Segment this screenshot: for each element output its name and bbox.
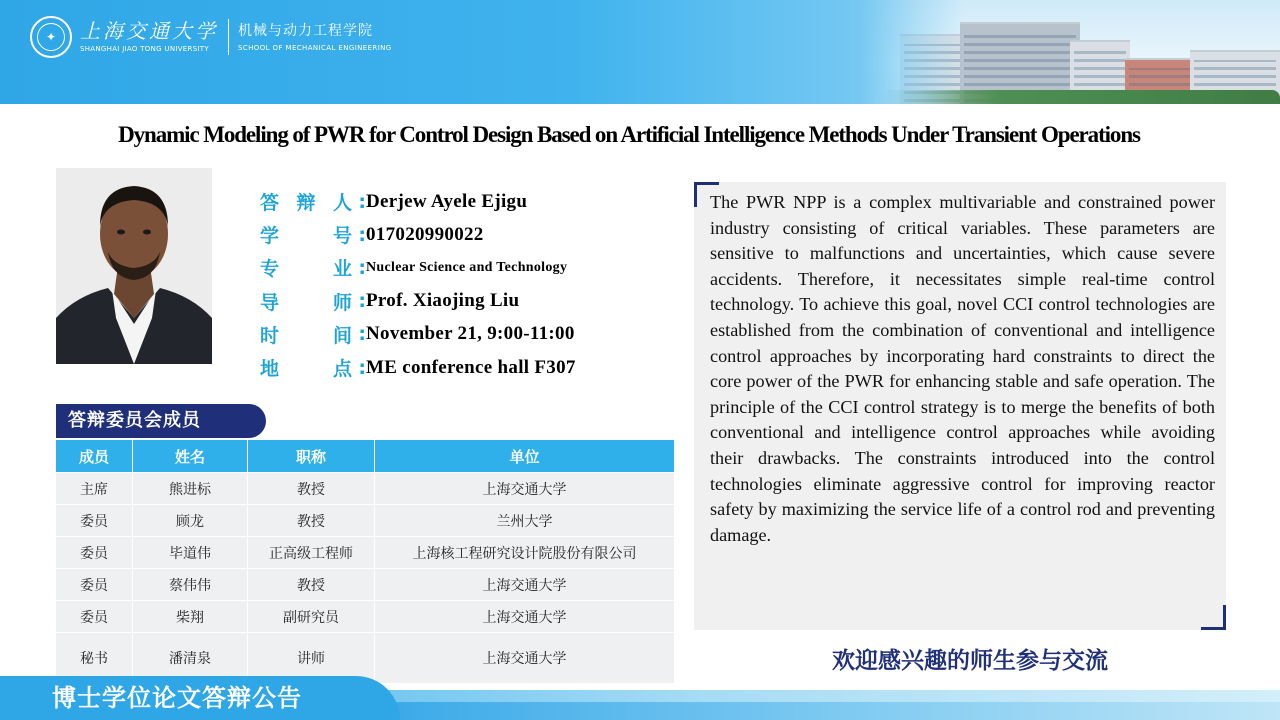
info-row	[260, 351, 576, 384]
member-name: 顾龙	[133, 505, 248, 537]
member-title: 副研究员	[248, 601, 375, 633]
info-label-char: 号	[332, 225, 352, 248]
info-value: 017020990022	[366, 223, 484, 245]
member-role: 秘书	[56, 633, 133, 684]
school-name-en: SCHOOL OF MECHANICAL ENGINEERING	[238, 44, 392, 52]
member-name: 潘清泉	[133, 633, 248, 684]
member-name: 熊进标	[133, 473, 248, 505]
member-affiliation: 兰州大学	[375, 505, 675, 537]
info-label-char: 人	[332, 192, 352, 215]
table-row	[56, 569, 674, 601]
info-label-char: 辩	[296, 192, 316, 215]
welcome-message: 欢迎感兴趣的师生参与交流	[832, 648, 1108, 674]
campus-photo	[860, 0, 1280, 104]
info-label-char: 师	[332, 291, 352, 314]
thesis-title: Dynamic Modeling of PWR for Control Design Based on Artificial Intelligence Methods Under Transient Operations	[118, 122, 1140, 147]
info-label-char: 地	[260, 358, 280, 381]
info-label: 专 业 :	[260, 254, 366, 281]
info-label: 导 师 :	[260, 288, 366, 315]
info-label: 时 间 :	[260, 321, 366, 348]
member-name: 柴翔	[133, 601, 248, 633]
info-row	[260, 218, 576, 251]
member-name: 蔡伟伟	[133, 569, 248, 601]
corner-bracket-bottom-right	[1201, 605, 1226, 630]
member-role: 委员	[56, 569, 133, 601]
university-seal-icon: ✦	[30, 16, 72, 58]
info-value: Derjew Ayele Ejigu	[366, 190, 528, 212]
university-name-en: SHANGHAI JIAO TONG UNIVERSITY	[80, 45, 209, 53]
member-title: 正高级工程师	[248, 537, 375, 569]
info-value: November 21, 9:00-11:00	[366, 323, 575, 345]
member-affiliation: 上海交通大学	[375, 633, 675, 684]
info-value: ME conference hall F307	[366, 356, 576, 378]
table-row	[56, 601, 674, 633]
info-value: Prof. Xiaojing Liu	[366, 290, 520, 312]
header-banner	[0, 0, 1280, 104]
col-header-name: 姓名	[133, 440, 248, 473]
school-name-cn: 机械与动力工程学院	[238, 23, 373, 39]
abstract-text: The PWR NPP is a complex multivariable and constrained power industry consisting of critical variables. These parameters are sensitive to malfunctions and uncertainties, which cause severe accidents. Therefore, it necessitates simple real-time control technology. To achieve this goal, novel CCI control technologies are established from the combination of conventional and intelligence control approaches by incorporating hard constraints to direct the core power of the PWR for enhancing stable and safe operation. The principle of the CCI control strategy is to merge the benefits of both conventional and intelligence control approaches while avoiding their drawbacks. The constraints introduced into the control technologies eliminate aggressive control for improving reactor safety by maximizing the service life of a control rod and preventing damage.	[710, 192, 1215, 545]
committee-tag: 答辩委员会成员	[56, 404, 266, 438]
info-row	[260, 185, 576, 218]
table-row	[56, 473, 674, 505]
member-role: 委员	[56, 505, 133, 537]
info-label: 答 辩 人 :	[260, 188, 366, 215]
member-title: 讲师	[248, 633, 375, 684]
col-header-affiliation: 单位	[375, 440, 675, 473]
announcement-title: 博士学位论文答辩公告	[52, 683, 302, 712]
info-label: 学 号 :	[260, 221, 366, 248]
col-header-role: 成员	[56, 440, 133, 473]
info-row	[260, 318, 576, 351]
logo-divider	[228, 19, 229, 55]
info-label-char: 学	[260, 225, 280, 248]
info-label-char: 业	[332, 258, 352, 281]
info-value: Nuclear Science and Technology	[366, 259, 568, 275]
committee-table	[56, 440, 674, 683]
info-label-char: 点	[332, 358, 352, 381]
col-header-title: 职称	[248, 440, 375, 473]
candidate-photo	[56, 168, 212, 364]
member-role: 委员	[56, 537, 133, 569]
member-affiliation: 上海交通大学	[375, 569, 675, 601]
member-role: 委员	[56, 601, 133, 633]
abstract-box	[694, 182, 1226, 630]
table-row	[56, 537, 674, 569]
table-row	[56, 505, 674, 537]
info-label-char: 专	[260, 258, 280, 281]
member-name: 毕道伟	[133, 537, 248, 569]
info-row	[260, 251, 576, 284]
info-label-char: 间	[332, 324, 352, 347]
info-label: 地 点 :	[260, 354, 366, 381]
university-name-cn: 上海交通大学	[80, 19, 218, 43]
info-label-char: 导	[260, 291, 280, 314]
member-affiliation: 上海交通大学	[375, 601, 675, 633]
member-affiliation: 上海交通大学	[375, 473, 675, 505]
info-label-char: 时	[260, 324, 280, 347]
university-logo	[30, 14, 392, 60]
member-role: 主席	[56, 473, 133, 505]
info-row	[260, 285, 576, 318]
member-title: 教授	[248, 569, 375, 601]
member-title: 教授	[248, 505, 375, 537]
info-label-char: 答	[260, 192, 280, 215]
member-affiliation: 上海核工程研究设计院股份有限公司	[375, 537, 675, 569]
defense-info	[260, 185, 576, 384]
member-title: 教授	[248, 473, 375, 505]
footer-banner	[0, 676, 1280, 720]
